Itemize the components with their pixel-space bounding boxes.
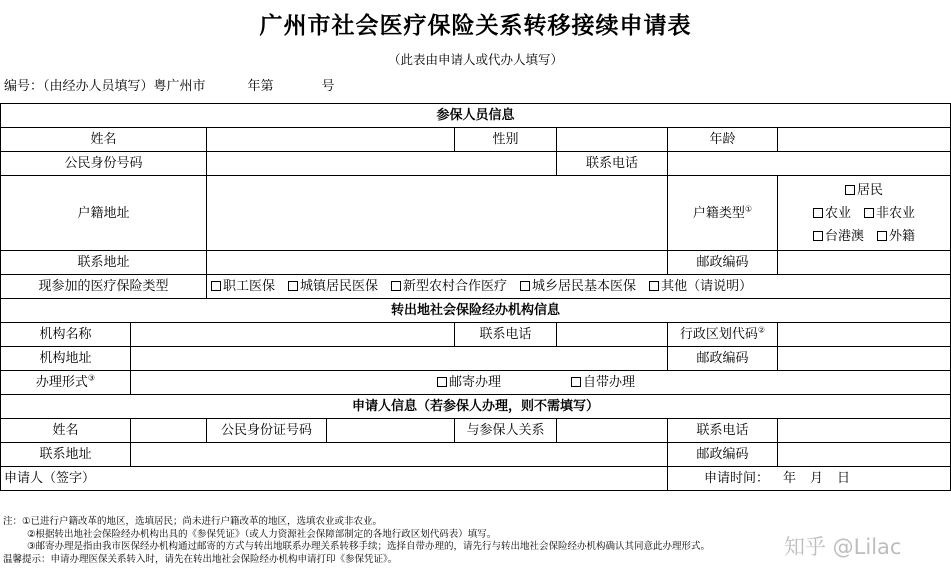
serial-year-label: 年第 [247, 79, 274, 94]
note-2: ②根据转出地社会保险经办机构出具的《参保凭证》（或人力资源社会保障部制定的各地行政区划代码表）填写。 [27, 528, 497, 540]
signature-area[interactable] [1, 467, 668, 491]
checkbox-agricultural[interactable] [813, 208, 823, 218]
checkbox-non-agricultural[interactable] [864, 208, 874, 218]
insured-phone-field[interactable] [668, 152, 951, 176]
relation-field[interactable] [557, 419, 668, 443]
applicant-phone-label: 联系电话 [668, 419, 778, 443]
insured-id-label: 公民身份号码 [1, 152, 207, 176]
date-label: 申请时间： [704, 471, 770, 486]
org-phone-label: 联系电话 [455, 323, 557, 347]
applicant-id-field[interactable] [327, 419, 455, 443]
form-title: 广州市社会医疗保险关系转移接续申请表 [259, 13, 692, 39]
hukou-type-note-mark: ① [744, 204, 753, 214]
org-address-label: 机构地址 [1, 347, 131, 371]
org-name-label: 机构名称 [1, 323, 131, 347]
hukou-address-field[interactable] [207, 176, 668, 251]
checkbox-rural-cooperative[interactable] [391, 281, 401, 291]
checkbox-urban-rural-resident[interactable] [520, 281, 530, 291]
org-postcode-field[interactable] [778, 347, 951, 371]
insured-gender-label: 性别 [455, 128, 557, 152]
date-year: 年 [783, 471, 797, 486]
hukou-type-label [668, 176, 778, 251]
option-non-agricultural: 非农业 [876, 205, 916, 221]
applicant-address-field[interactable] [131, 443, 668, 467]
contact-address-field[interactable] [207, 251, 668, 275]
option-other: 其他（请说明） [661, 279, 753, 294]
serial-label: 编号：（由经办人员填写）粤广州市 [4, 79, 206, 94]
option-resident: 居民 [857, 182, 884, 198]
org-address-field[interactable] [131, 347, 668, 371]
insured-name-label: 姓名 [1, 128, 207, 152]
date-day: 日 [837, 471, 851, 486]
org-name-field[interactable] [131, 323, 455, 347]
watermark: 知乎 @Lilac [784, 535, 902, 559]
date-month: 月 [810, 471, 824, 486]
org-phone-field[interactable] [557, 323, 668, 347]
form-subtitle: （此表由申请人或代办人填写） [387, 52, 563, 67]
hukou-type-options [778, 176, 951, 251]
option-employee-insurance: 职工医保 [223, 279, 276, 294]
insured-name-field[interactable] [207, 128, 455, 152]
insured-id-field[interactable] [207, 152, 557, 176]
method-text: 办理形式 [35, 375, 88, 390]
region-code-note-mark: ② [757, 325, 766, 335]
section-insured-info: 参保人员信息 [1, 104, 951, 128]
option-mail: 邮寄办理 [449, 375, 502, 390]
applicant-address-label: 联系地址 [1, 443, 131, 467]
option-agricultural: 农业 [824, 205, 851, 221]
method-label [1, 371, 131, 395]
option-self: 自带办理 [583, 375, 636, 390]
postcode-label: 邮政编码 [668, 251, 778, 275]
insured-phone-label: 联系电话 [557, 152, 668, 176]
checkbox-mail[interactable] [437, 377, 447, 387]
org-postcode-label: 邮政编码 [668, 347, 778, 371]
checkbox-employee-insurance[interactable] [211, 281, 221, 291]
checkbox-urban-resident[interactable] [288, 281, 298, 291]
region-code-text: 行政区划代码 [679, 327, 758, 342]
contact-address-label: 联系地址 [1, 251, 207, 275]
checkbox-hk-macao-taiwan[interactable] [813, 231, 823, 241]
option-urban-resident: 城镇居民医保 [300, 279, 379, 294]
region-code-label [668, 323, 778, 347]
checkbox-resident[interactable] [845, 185, 855, 195]
application-form-table [0, 103, 951, 491]
relation-label: 与参保人关系 [455, 419, 557, 443]
applicant-name-label: 姓名 [1, 419, 131, 443]
postcode-field[interactable] [778, 251, 951, 275]
serial-number-line [4, 80, 335, 93]
applicant-name-field[interactable] [131, 419, 207, 443]
checkbox-other[interactable] [649, 281, 659, 291]
applicant-phone-field[interactable] [778, 419, 951, 443]
method-options [131, 371, 951, 395]
section-agency-info: 转出地社会保险经办机构信息 [1, 299, 951, 323]
insurance-type-options [207, 275, 951, 299]
applicant-id-label: 公民身份证号码 [207, 419, 327, 443]
option-hk-macao-taiwan: 台港澳 [824, 228, 864, 244]
signature-label: 申请人（签字） [4, 471, 96, 486]
note-tip: 温馨提示：申请办理医保关系转入时，请先在转出地社会保险经办机构申请打印《参保凭证》。 [3, 553, 398, 565]
option-rural-cooperative: 新型农村合作医疗 [403, 279, 508, 294]
insured-age-label: 年龄 [668, 128, 778, 152]
application-date-area[interactable] [668, 467, 951, 491]
option-foreign: 外籍 [889, 228, 916, 244]
insured-age-field[interactable] [778, 128, 951, 152]
applicant-postcode-label: 邮政编码 [668, 443, 778, 467]
checkbox-foreign[interactable] [877, 231, 887, 241]
insured-gender-field[interactable] [557, 128, 668, 152]
note-1: 注：①已进行户籍改革的地区，选填居民；尚未进行户籍改革的地区，选填农业或非农业。 [3, 516, 383, 527]
note-3: ③邮寄办理是指由我市医保经办机构通过邮寄的方式与转出地联系办理关系转移手续；选择自带办理的，请先行与转出地社会保险经办机构确认其同意此办理形式。 [27, 541, 711, 552]
form-notes [3, 516, 710, 566]
region-code-field[interactable] [778, 323, 951, 347]
applicant-postcode-field[interactable] [778, 443, 951, 467]
hukou-type-text: 户籍类型 [692, 205, 745, 221]
method-note-mark: ③ [87, 373, 96, 383]
insurance-type-label: 现参加的医疗保险类型 [1, 275, 207, 299]
checkbox-self[interactable] [571, 377, 581, 387]
hukou-address-label: 户籍地址 [1, 176, 207, 251]
section-applicant-info: 申请人信息（若参保人办理，则不需填写） [1, 395, 951, 419]
option-urban-rural-resident: 城乡居民基本医保 [532, 279, 637, 294]
serial-no-label: 号 [321, 79, 335, 94]
